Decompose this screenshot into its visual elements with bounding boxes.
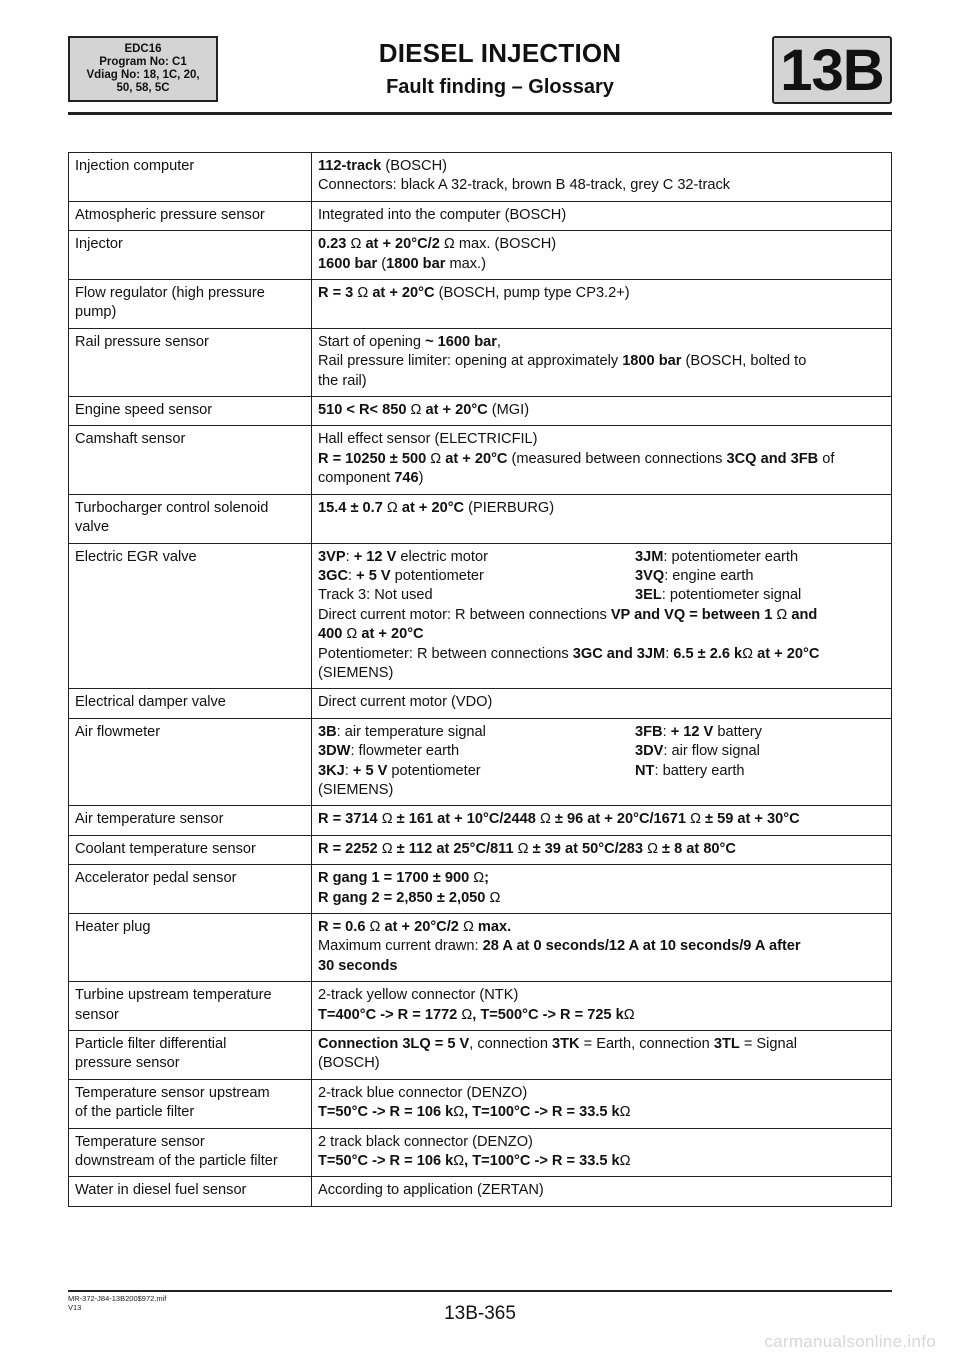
- doc-code: MR-372-J84-13B200$972.mif: [68, 1294, 167, 1303]
- value-bold-text: 3TK: [552, 1036, 580, 1053]
- component-label: Accelerator pedal sensor: [75, 870, 237, 887]
- component-label: valve: [75, 519, 110, 536]
- component-label-cell: [69, 201, 312, 230]
- specification-cell: [312, 201, 892, 230]
- value-line: [318, 401, 885, 420]
- value-bold-text: 3DV: [635, 743, 664, 760]
- value-line: [318, 645, 885, 664]
- specification-cell: [312, 280, 892, 329]
- value-text: Ω: [430, 450, 442, 467]
- value-bold-text: 15.4 ± 0.7: [318, 499, 387, 516]
- component-label: Rail pressure sensor: [75, 333, 209, 350]
- component-label-cell: [69, 1079, 312, 1128]
- component-label: Particle filter differential: [75, 1036, 227, 1053]
- value-line: [318, 235, 885, 254]
- pin-description: [318, 548, 635, 567]
- value-line: [318, 352, 885, 371]
- component-label: Electric EGR valve: [75, 548, 197, 565]
- value-text: , connection: [469, 1036, 552, 1053]
- table-row: [69, 982, 892, 1031]
- table-row: [69, 865, 892, 914]
- component-label: Temperature sensor upstream: [75, 1084, 270, 1101]
- value-text: Ω: [381, 811, 393, 828]
- value-line: [318, 333, 885, 352]
- value-line: [318, 284, 885, 303]
- value-bold-text: at + 20°C: [421, 402, 488, 419]
- component-label-cell: [69, 689, 312, 718]
- value-bold-text: VP and VQ = between 1: [610, 606, 777, 623]
- value-line: [318, 1152, 885, 1171]
- value-text: (PIERBURG): [464, 499, 555, 516]
- value-text: Ω: [453, 1104, 465, 1121]
- value-text: Ω: [517, 840, 529, 857]
- table-row: [69, 397, 892, 426]
- value-text: (measured between connections: [507, 450, 727, 467]
- value-text: Ω: [742, 645, 754, 662]
- value-line: [318, 781, 885, 800]
- value-bold-text: max.: [473, 919, 512, 935]
- value-line: [318, 372, 885, 391]
- value-text: (: [377, 255, 387, 272]
- value-bold-text: at + 20°C: [753, 645, 820, 662]
- component-label: downstream of the particle filter: [75, 1153, 278, 1170]
- value-line: [318, 206, 885, 225]
- table-row: [69, 153, 892, 202]
- pin-description: [318, 742, 635, 761]
- value-bold-text: 400: [318, 626, 347, 643]
- table-row: [69, 426, 892, 494]
- table-row: [69, 1128, 892, 1177]
- value-text: Ω: [539, 811, 551, 828]
- specification-cell: [312, 328, 892, 396]
- value-text: Track 3: Not used: [318, 587, 433, 604]
- pin-description: [635, 723, 885, 742]
- value-bold-text: R = 3714: [318, 811, 382, 828]
- component-label-cell: [69, 280, 312, 329]
- table-row: [69, 280, 892, 329]
- value-line: [318, 469, 885, 488]
- value-bold-text: NT: [635, 762, 655, 779]
- table-row: [69, 231, 892, 280]
- value-text: 2 track black connector (DENZO): [318, 1133, 533, 1150]
- value-bold-text: 3CQ and 3FB: [726, 450, 819, 467]
- specification-cell: [312, 494, 892, 543]
- value-bold-text: + 12 V: [353, 548, 397, 565]
- specification-cell: [312, 1177, 892, 1206]
- value-bold-text: ± 59 at + 30°C: [701, 811, 800, 828]
- value-text: Maximum current drawn:: [318, 938, 483, 955]
- value-bold-text: 3JM: [635, 548, 664, 565]
- glossary-table-body: [69, 153, 892, 1207]
- pin-description: [635, 586, 885, 605]
- component-label-cell: [69, 397, 312, 426]
- value-text: of: [818, 450, 835, 467]
- value-text: the rail): [318, 372, 367, 389]
- component-label: sensor: [75, 1006, 119, 1023]
- value-text: Ω: [350, 236, 362, 253]
- component-label: Atmospheric pressure sensor: [75, 206, 265, 223]
- watermark: carmanualsonline.info: [764, 1332, 936, 1351]
- value-text: Potentiometer: R between connections: [318, 645, 573, 662]
- value-line: [318, 1103, 885, 1122]
- value-text: : flowmeter earth: [350, 743, 460, 760]
- value-text: Ω: [357, 285, 369, 302]
- table-row: [69, 1177, 892, 1206]
- value-text: :: [345, 548, 354, 565]
- value-text: : potentiometer earth: [663, 548, 799, 565]
- value-text: 2-track blue connector (DENZO): [318, 1084, 528, 1101]
- component-label-cell: [69, 718, 312, 806]
- value-text: battery: [713, 723, 762, 740]
- value-bold-text: 1800 bar: [622, 353, 682, 370]
- info-line: Vdiag No: 18, 1C, 20,: [86, 69, 200, 81]
- component-label-cell: [69, 1031, 312, 1080]
- value-text: Ω: [690, 811, 701, 828]
- specification-cell: [312, 835, 892, 864]
- pin-description: [635, 567, 885, 586]
- component-label: Temperature sensor: [75, 1133, 205, 1150]
- value-line: [318, 1054, 885, 1073]
- specification-cell: [312, 397, 892, 426]
- component-label: of the particle filter: [75, 1104, 195, 1121]
- value-text: Ω: [369, 919, 381, 935]
- value-line: [318, 1006, 885, 1025]
- component-label: Turbocharger control solenoid: [75, 499, 269, 516]
- value-text: Start of opening: [318, 333, 426, 350]
- value-bold-text: 6.5 ± 2.6 k: [673, 645, 743, 662]
- value-text: Direct current motor: R between connections: [318, 606, 611, 623]
- value-bold-text: + 5 V: [352, 762, 388, 779]
- component-label: Electrical damper valve: [75, 694, 226, 711]
- value-line: [318, 986, 885, 1005]
- component-label-cell: [69, 806, 312, 835]
- value-line: [318, 937, 885, 956]
- value-text: According to application (ZERTAN): [318, 1182, 544, 1199]
- value-bold-text: ± 96 at + 20°C/1671: [550, 811, 691, 828]
- value-text: :: [665, 645, 674, 662]
- value-text: = Earth, connection: [579, 1036, 714, 1053]
- value-bold-text: ~ 1600 bar: [425, 333, 497, 350]
- value-text: Ω: [461, 1006, 473, 1023]
- value-text: Rail pressure limiter: opening at approximately: [318, 353, 623, 370]
- value-bold-text: 30 seconds: [318, 957, 398, 974]
- value-bold-text: at + 20°C: [441, 450, 508, 467]
- value-line: [318, 664, 885, 683]
- value-bold-text: ± 112 at 25°C/811: [392, 840, 518, 857]
- value-text: (MGI): [487, 402, 530, 419]
- component-label-cell: [69, 914, 312, 982]
- value-text: (BOSCH): [318, 1055, 380, 1072]
- value-text: = Signal: [739, 1036, 797, 1053]
- component-label: Coolant temperature sensor: [75, 840, 256, 857]
- table-row: [69, 201, 892, 230]
- value-text: (SIEMENS): [318, 664, 394, 681]
- value-text: Ω: [619, 1153, 631, 1170]
- value-text: Ω: [346, 626, 358, 643]
- component-label-cell: [69, 231, 312, 280]
- pin-description: [635, 548, 885, 567]
- header-divider: [68, 112, 892, 115]
- table-row: [69, 914, 892, 982]
- value-text: (BOSCH): [381, 158, 447, 174]
- component-label: Camshaft sensor: [75, 431, 186, 448]
- value-line: [318, 606, 885, 625]
- pin-row: [318, 742, 885, 761]
- table-row: [69, 718, 892, 806]
- value-bold-text: 3EL: [635, 587, 662, 604]
- pin-description: [318, 567, 635, 586]
- value-text: Ω: [381, 840, 393, 857]
- component-label: Heater plug: [75, 919, 151, 935]
- value-bold-text: 3KJ: [318, 762, 345, 779]
- value-bold-text: 1600 bar: [318, 255, 378, 272]
- value-bold-text: + 12 V: [670, 723, 714, 740]
- value-bold-text: T=400°C -> R = 1772: [318, 1006, 462, 1023]
- info-line: Program No: C1: [99, 56, 187, 68]
- component-label-cell: [69, 1128, 312, 1177]
- value-text: Ω: [473, 870, 485, 887]
- value-text: ,: [496, 333, 501, 350]
- value-bold-text: R = 2252: [318, 840, 382, 857]
- value-bold-text: ± 39 at 50°C/283: [528, 840, 648, 857]
- value-text: max.): [445, 255, 486, 272]
- specification-cell: [312, 806, 892, 835]
- specification-cell: [312, 914, 892, 982]
- value-text: Ω: [647, 840, 658, 857]
- value-text: Ω: [619, 1104, 631, 1121]
- component-label-cell: [69, 982, 312, 1031]
- doc-version: V13: [68, 1303, 82, 1312]
- component-label: Turbine upstream temperature: [75, 987, 272, 1004]
- component-label: Air flowmeter: [75, 723, 161, 740]
- value-line: [318, 693, 885, 712]
- value-text: Hall effect sensor (ELECTRICFIL): [318, 431, 538, 448]
- component-label: Injection computer: [75, 158, 195, 174]
- value-text: 2-track yellow connector (NTK): [318, 987, 519, 1004]
- table-row: [69, 494, 892, 543]
- value-text: (SIEMENS): [318, 781, 394, 798]
- value-bold-text: 3VQ: [635, 567, 665, 584]
- value-line: [318, 625, 885, 644]
- value-line: [318, 1181, 885, 1200]
- value-text: (BOSCH, pump type CP3.2+): [434, 285, 630, 302]
- value-text: : potentiometer signal: [661, 587, 802, 604]
- value-line: [318, 157, 885, 176]
- value-bold-text: ;: [484, 870, 490, 887]
- info-line: 50, 58, 5C: [116, 82, 170, 94]
- value-bold-text: 3GC and 3JM: [572, 645, 666, 662]
- pin-row: [318, 723, 885, 742]
- table-row: [69, 1031, 892, 1080]
- value-text: Ω: [453, 1153, 465, 1170]
- value-bold-text: at + 20°C: [357, 626, 424, 643]
- pin-description: [318, 762, 635, 781]
- component-label: Air temperature sensor: [75, 811, 224, 828]
- pin-row: [318, 548, 885, 567]
- value-line: [318, 840, 885, 859]
- value-text: : engine earth: [664, 567, 754, 584]
- value-bold-text: Connection 3LQ = 5 V: [318, 1036, 470, 1053]
- vehicle-info-box: [68, 36, 218, 102]
- value-line: [318, 450, 885, 469]
- value-text: : battery earth: [654, 762, 745, 779]
- value-bold-text: 0.23: [318, 236, 351, 253]
- value-text: Ω: [410, 402, 422, 419]
- value-bold-text: 746: [394, 470, 419, 487]
- value-text: Integrated into the computer (BOSCH): [318, 206, 567, 223]
- value-bold-text: 3VP: [318, 548, 346, 565]
- specification-cell: [312, 1128, 892, 1177]
- value-bold-text: , T=100°C -> R = 33.5 k: [464, 1104, 620, 1121]
- value-bold-text: 3FB: [635, 723, 663, 740]
- value-line: [318, 1133, 885, 1152]
- value-text: Ω: [462, 919, 474, 935]
- specification-cell: [312, 982, 892, 1031]
- specification-cell: [312, 543, 892, 689]
- specification-cell: [312, 865, 892, 914]
- value-bold-text: 3B: [318, 723, 337, 740]
- page-number: 13B-365: [444, 1303, 516, 1324]
- value-bold-text: 510 < R< 850: [318, 402, 411, 419]
- value-bold-text: 3DW: [318, 743, 351, 760]
- value-text: (BOSCH, bolted to: [681, 353, 807, 370]
- value-text: electric motor: [396, 548, 488, 565]
- value-text: Ω: [776, 606, 788, 623]
- value-text: potentiometer: [387, 762, 481, 779]
- component-label-cell: [69, 328, 312, 396]
- table-row: [69, 835, 892, 864]
- value-bold-text: at + 20°C: [397, 499, 465, 516]
- value-line: [318, 255, 885, 274]
- value-line: [318, 1035, 885, 1054]
- value-bold-text: and: [787, 606, 818, 623]
- page-subtitle: Fault finding – Glossary: [386, 76, 614, 98]
- glossary-table: [68, 152, 892, 1207]
- footer-divider: [68, 1290, 892, 1292]
- value-text: Ω max. (BOSCH): [443, 236, 557, 253]
- value-bold-text: R gang 1 = 1700 ± 900: [318, 870, 474, 887]
- table-row: [69, 543, 892, 689]
- value-bold-text: T=50°C -> R = 106 k: [318, 1153, 454, 1170]
- specification-cell: [312, 153, 892, 202]
- value-bold-text: at + 20°C/2: [380, 919, 463, 935]
- value-bold-text: at + 20°C/2: [361, 236, 444, 253]
- table-row: [69, 689, 892, 718]
- component-label-cell: [69, 865, 312, 914]
- value-text: Direct current motor (VDO): [318, 694, 493, 711]
- value-text: : air temperature signal: [336, 723, 486, 740]
- value-line: [318, 176, 885, 195]
- value-bold-text: R gang 2 = 2,850 ± 2,050: [318, 889, 490, 906]
- value-bold-text: R = 0.6: [318, 919, 370, 935]
- value-bold-text: at + 20°C: [368, 285, 435, 302]
- component-label: Water in diesel fuel sensor: [75, 1182, 247, 1199]
- value-bold-text: R = 10250 ± 500: [318, 450, 431, 467]
- value-line: [318, 918, 885, 937]
- specification-cell: [312, 689, 892, 718]
- value-bold-text: 3TL: [713, 1036, 740, 1053]
- pin-description: [635, 742, 885, 761]
- value-bold-text: , T=100°C -> R = 33.5 k: [464, 1153, 620, 1170]
- value-text: Ω: [623, 1006, 635, 1023]
- component-label: Injector: [75, 236, 123, 253]
- component-label-cell: [69, 543, 312, 689]
- value-line: [318, 957, 885, 976]
- value-line: [318, 889, 885, 908]
- value-bold-text: ± 161 at + 10°C/2448: [392, 811, 540, 828]
- value-bold-text: 1800 bar: [386, 255, 446, 272]
- specification-cell: [312, 426, 892, 494]
- value-line: [318, 810, 885, 829]
- value-text: :: [344, 762, 353, 779]
- component-label-cell: [69, 153, 312, 202]
- specification-cell: [312, 1079, 892, 1128]
- table-row: [69, 328, 892, 396]
- value-bold-text: ± 8 at 80°C: [658, 840, 736, 857]
- table-row: [69, 806, 892, 835]
- value-text: potentiometer: [390, 567, 484, 584]
- value-text: component: [318, 470, 395, 487]
- component-label-cell: [69, 835, 312, 864]
- table-row: [69, 1079, 892, 1128]
- value-bold-text: 3GC: [318, 567, 349, 584]
- pin-row: [318, 567, 885, 586]
- specification-cell: [312, 231, 892, 280]
- value-text: :: [662, 723, 671, 740]
- pin-description: [635, 762, 885, 781]
- value-line: [318, 430, 885, 449]
- section-badge: 13B: [772, 36, 892, 104]
- value-line: [318, 869, 885, 888]
- pin-description: [318, 723, 635, 742]
- value-bold-text: R = 3: [318, 285, 358, 302]
- page-title: DIESEL INJECTION: [378, 38, 622, 68]
- value-text: ): [418, 470, 424, 487]
- component-label-cell: [69, 426, 312, 494]
- info-line: EDC16: [124, 43, 162, 55]
- component-label: pressure sensor: [75, 1055, 180, 1072]
- value-bold-text: + 5 V: [356, 567, 391, 584]
- value-bold-text: T=50°C -> R = 106 k: [318, 1104, 454, 1121]
- value-bold-text: 112-track: [318, 158, 382, 174]
- pin-row: [318, 586, 885, 605]
- value-text: Ω: [489, 889, 501, 906]
- specification-cell: [312, 718, 892, 806]
- pin-description: [318, 586, 635, 605]
- value-text: :: [348, 567, 357, 584]
- component-label: Engine speed sensor: [75, 402, 213, 419]
- value-text: Ω: [386, 499, 398, 516]
- pin-row: [318, 762, 885, 781]
- component-label-cell: [69, 494, 312, 543]
- value-line: [318, 1084, 885, 1103]
- component-label-cell: [69, 1177, 312, 1206]
- specification-cell: [312, 1031, 892, 1080]
- value-bold-text: 28 A at 0 seconds/12 A at 10 seconds/9 A after: [482, 938, 801, 955]
- value-text: : air flow signal: [663, 743, 760, 760]
- component-label: Flow regulator (high pressure: [75, 285, 265, 302]
- value-text: Connectors: black A 32-track, brown B 48-track, grey C 32-track: [318, 177, 731, 194]
- value-line: [318, 499, 885, 518]
- value-bold-text: , T=500°C -> R = 725 k: [472, 1006, 624, 1023]
- component-label: pump): [75, 304, 117, 321]
